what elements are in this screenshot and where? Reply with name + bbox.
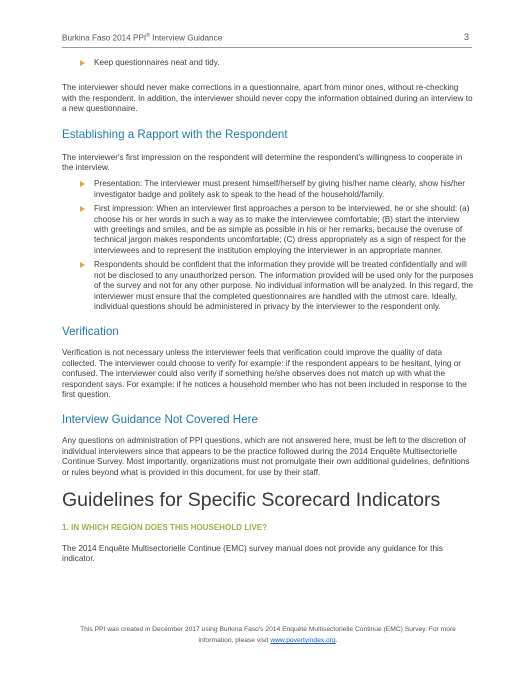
list-item	[62, 260, 474, 312]
footer-period: .	[335, 637, 338, 644]
page-body	[62, 58, 474, 565]
footer-link[interactable]: www.povertyindex.org	[270, 637, 336, 644]
section-heading-verification: Verification	[62, 325, 119, 339]
triangle-bullet-icon	[80, 181, 85, 187]
section-heading-guidelines: Guidelines for Specific Scorecard Indicators	[62, 488, 441, 511]
page-number: 3	[464, 32, 470, 42]
running-header	[62, 33, 222, 43]
rapport-bullet-list	[62, 179, 474, 312]
indicator-paragraph: The 2014 Enquête Multisectorielle Continue (EMC) survey manual does not provide any guidance for this indicator.	[62, 543, 443, 564]
triangle-bullet-icon	[80, 60, 85, 66]
registered-mark: ®	[146, 33, 150, 39]
bullet-text: Respondents should be confident that the information they provide will be treated confidentially and will not be disclosed to any unauthorized person. The information provided will be used only for the purposes of the survey and not for any other purpose. No individual information will be analyzed. In this regard, the interviewer must ensure that the completed questionnaires are handled with the utmost care. Ideally, individual questions should be administered in privacy by the interviewer to the respondent only.	[94, 260, 474, 311]
intro-paragraph: The interviewer should never make corrections in a questionnaire, apart from minor ones, without re-checking with the respondent. In addition, the interviewer should never copy the information obtained during an interview to a new questionnaire.	[62, 83, 473, 114]
page-footer	[62, 624, 474, 646]
bullet-text: Presentation: The interviewer must present himself/herself by giving his/her name clearly, show his/her investigator badge and politely ask to speak to the head of the household/family.	[94, 179, 466, 199]
intro-bullet-list	[62, 58, 474, 68]
triangle-bullet-icon	[80, 262, 85, 268]
section-heading-rapport: Establishing a Rapport with the Respondent	[62, 127, 288, 141]
header-divider	[62, 47, 472, 48]
footer-text: This PPI was created in December 2017 using Burkina Faso's 2014 Enquête Multisectorielle Continue (EMC) Survey. For more information, please visit	[80, 626, 456, 644]
list-item	[62, 179, 474, 200]
triangle-bullet-icon	[80, 206, 85, 212]
indicator-heading: 1. IN WHICH REGION DOES THIS HOUSEHOLD LIVE?	[62, 522, 268, 532]
header-title-after: Interview Guidance	[149, 33, 223, 43]
list-item	[62, 204, 474, 256]
not-covered-paragraph: Any questions on administration of PPI questions, which are not answered here, must be left to the discretion of individual interviewers since that appears to be the practice followed during the 2014 Enquête Multisectorielle Continue Survey. Most importantly, organizations must not promulgate their own additional guidelines, definitions or rules beyond what is provided in this document, for use by their staff.	[62, 436, 470, 477]
section-heading-not-covered: Interview Guidance Not Covered Here	[62, 413, 258, 427]
bullet-text: Keep questionnaires neat and tidy.	[94, 58, 220, 67]
bullet-text: First impression: When an interviewer first approaches a person to be interviewed, he or she should: (a) choose his or her words in such a way as to make the interviewee comfortable; (B) start the interview with greetings and smiles, and be as simple as possible in his or her remarks, because the overuse of technical jargon makes respondents uncomfortable; (C) dress appropriately as a sign of respect for the interviewees and to represent the institution employing the interviewer in an appropriate manner.	[94, 204, 470, 255]
verification-paragraph: Verification is not necessary unless the interviewer feels that verification could improve the quality of data collected. The interviewer could choose to verify for example: if the respondent appears to be hesitant, lying or confused. The interviewer could also verify if something he/she observes does not match up with what the respondent says. For example: if he notices a household member who has not been included in response to the first question.	[62, 348, 467, 399]
list-item	[62, 58, 474, 68]
rapport-paragraph: The interviewer's first impression on the respondent will determine the respondent's willingness to cooperate in the interview.	[62, 152, 463, 173]
header-title-before: Burkina Faso 2014 PPI	[62, 33, 147, 43]
